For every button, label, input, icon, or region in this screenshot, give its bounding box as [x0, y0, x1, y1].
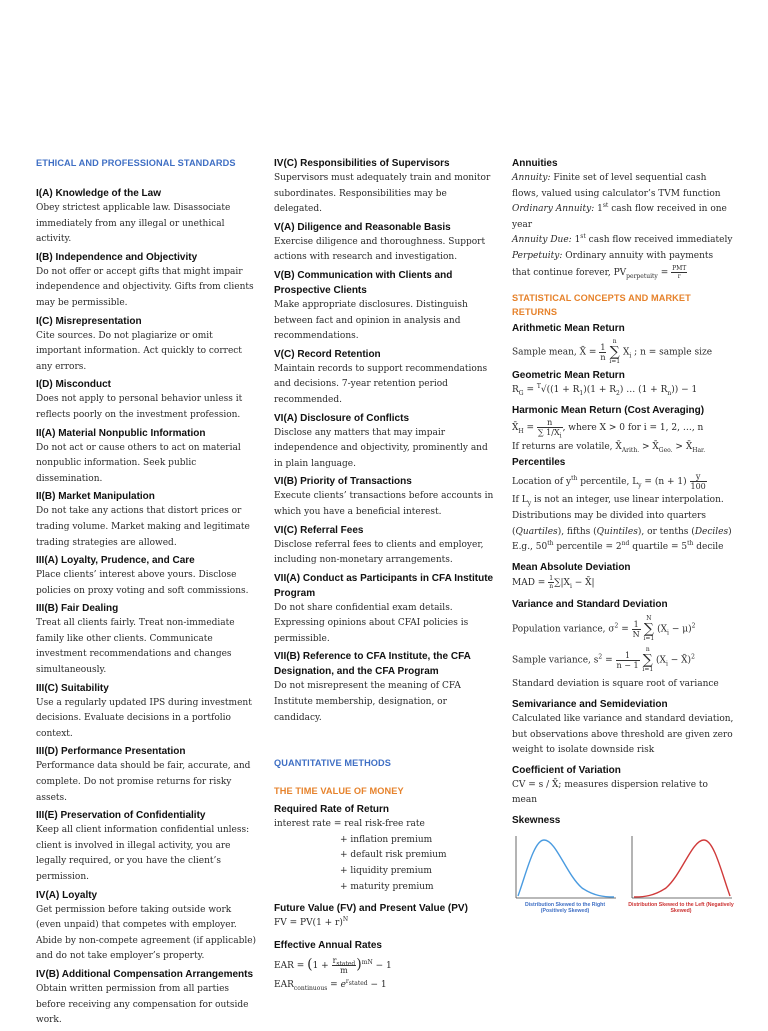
- mad-formula: MAD = $\frac{1}{n}$ $\sum|X_i$ − X̄|: [512, 574, 595, 590]
- standard-text: Disclose any matters that may impair independence and objectivity, prominently and in plain language.: [274, 427, 488, 469]
- standard-text: Supervisors must adequately train and monitor subordinates. Responsibilities may be delegated.: [274, 173, 491, 215]
- section-heading-ethics: ETHICAL AND PROFESSIONAL STANDARDS: [36, 158, 236, 168]
- standard-text: Obey strictest applicable law. Disassociate immediately from any illegal or unethical activity.: [36, 203, 231, 245]
- semivariance-heading: Semivariance and Semideviation: [512, 698, 668, 710]
- standard-heading: I(A) Knowledge of the Law: [36, 188, 161, 199]
- percentile-notes: If $L_y$ is not an integer, use linear interpolation. Distributions may be divided into quarters (Quartiles), fifths (Quintiles), or tenths (Deciles): [512, 495, 732, 537]
- standard-heading: V(C) Record Retention: [274, 348, 381, 360]
- standard-text: Keep all client information confidential unless: client is involved in illegal activity, you are legally required, or you have the client’s permission.: [36, 825, 250, 882]
- standard-heading: VI(A) Disclosure of Conflicts: [274, 412, 410, 424]
- percentiles-heading: Percentiles: [512, 457, 566, 469]
- standard-text: Execute clients’ transactions before accounts in which you have a beneficial interest.: [274, 491, 494, 517]
- skewness-figures: [512, 834, 734, 915]
- standard-text: Maintain records to support recommendations and decisions. 7-year retention period recommended.: [274, 363, 488, 405]
- premium-item: + maturity premium: [340, 881, 434, 892]
- standard-heading: V(A) Diligence and Reasonable Basis: [274, 221, 451, 233]
- standard-heading: IV(C) Responsibilities of Supervisors: [274, 158, 450, 169]
- standard-text: Use a regularly updated IPS during investment decisions. Evaluate decisions in a portfolio context.: [36, 697, 252, 739]
- standard-text: Treat all clients fairly. Treat non-immediate family like other clients. Communicate investment recommendations and changes simultaneously.: [36, 618, 235, 676]
- ear-formula: EAR = (1 + $\frac{r_{stated}}{m}$ )$^{mN}$ − 1: [274, 955, 392, 975]
- right-skew-curve: [512, 834, 618, 902]
- annuities-heading: Annuities: [512, 158, 558, 169]
- standard-text: Do not offer or accept gifts that might impair independence and objectivity. Gifts from clients may be permissible.: [36, 266, 254, 308]
- geometric-mean-heading: Geometric Mean Return: [512, 370, 625, 382]
- standard-heading: VI(B) Priority of Transactions: [274, 476, 412, 488]
- left-skew-figure: [628, 834, 734, 915]
- standard-heading: I(B) Independence and Objectivity: [36, 251, 198, 263]
- ear-continuous-formula: $EAR_{continuous} = e^{r_{stated}} - 1$: [274, 977, 387, 992]
- premium-item: + liquidity premium: [340, 866, 432, 877]
- section-heading-stats: STATISTICAL CONCEPTS AND MARKET RETURNS: [512, 293, 691, 318]
- standard-text: Does not apply to personal behavior unless it reflects poorly on the investment profession.: [36, 394, 243, 420]
- right-skew-caption: Distribution Skewed to the Right (Positively Skewed): [524, 901, 606, 915]
- skewness-heading: Skewness: [512, 814, 561, 826]
- standard-text: Place clients’ interest above yours. Disclose policies on proxy voting and soft commissions.: [36, 570, 249, 596]
- standard-heading: II(A) Material Nonpublic Information: [36, 427, 206, 439]
- standard-text: Exercise diligence and thoroughness. Support actions with research and investigation.: [274, 236, 486, 263]
- premium-item: + default risk premium: [340, 850, 447, 861]
- standard-heading: III(A) Loyalty, Prudence, and Care: [36, 555, 195, 567]
- variance-heading: Variance and Standard Deviation: [512, 599, 668, 611]
- left-skew-caption: Distribution Skewed to the Left (Negatively Skewed): [628, 901, 734, 915]
- standard-heading: VII(B) Reference to CFA Institute, the CFA Designation, and the CFA Program: [274, 651, 471, 678]
- cv-text: CV = s / X̄; measures dispersion relative to mean: [512, 779, 708, 806]
- section-heading-tvm: THE TIME VALUE OF MONEY: [274, 786, 404, 797]
- required-rate-heading: Required Rate of Return: [274, 804, 390, 816]
- arithmetic-mean-formula: Sample mean, X̄ = $\frac{1}{n}$ n ∑ i=1 $X_i$ ; n = sample size: [512, 338, 713, 366]
- ethics-standards-list: [36, 186, 258, 1031]
- perpetuity-def: Perpetuity: Ordinary annuity with payments that continue forever, $PV_{perpetuity}$ = $\frac{\text{PMT}}{r}$: [512, 250, 714, 280]
- harmonic-mean-formula: $X̄_H$ = $\frac{n}{\sum 1/X_i}$ , where X > 0 for i = 1, 2, …, n: [512, 417, 704, 440]
- harmonic-mean-heading: Harmonic Mean Return (Cost Averaging): [512, 404, 705, 416]
- annuity-def: Annuity: Finite set of level sequential cash flows, valued using calculator’s TVM function: [512, 173, 721, 199]
- ear-heading: Effective Annual Rates: [274, 939, 382, 951]
- mad-heading: Mean Absolute Deviation: [512, 561, 631, 573]
- premium-list: [274, 833, 496, 895]
- standard-text: Do not take any actions that distort prices or trading volume. Market making and legitimate trading strategies are allowed.: [36, 506, 250, 548]
- population-variance-formula: Population variance, $\sigma^2$ = $\frac{1}{N}$ N ∑ i=1 $(X_i - \mu)^2$: [512, 615, 696, 643]
- standard-heading: III(E) Preservation of Confidentiality: [36, 810, 206, 822]
- cv-heading: Coefficient of Variation: [512, 764, 621, 776]
- premium-item: + inflation premium: [340, 834, 433, 845]
- column-standards-quant: [274, 156, 496, 993]
- standards-list-continued: [274, 156, 496, 728]
- percentile-example: E.g., 50th percentile = 2nd quartile = 5th decile: [512, 540, 724, 553]
- standard-text: Obtain written permission from all parties before receiving any compensation for outside work.: [36, 983, 249, 1026]
- standard-text: Get permission before taking outside work (even unpaid) that competes with employer. Abide by non-compete agreement (if applicable) and do not take employer’s property.: [36, 904, 257, 962]
- standard-text: Do not act or cause others to act on material nonpublic information. Seek public dissemination.: [36, 442, 241, 484]
- standard-heading: I(D) Misconduct: [36, 379, 111, 391]
- standard-text: Do not share confidential exam details. Expressing opinions about CFAI policies is permissible.: [274, 602, 469, 644]
- standard-text: Do not misrepresent the meaning of CFA Institute membership, designation, or candidacy.: [274, 681, 461, 723]
- volatility-note: If returns are volatile, $X̄_{Arith.}$ > $X̄_{Geo.}$ > $X̄_{Har.}$: [512, 441, 706, 454]
- left-skew-curve: [628, 834, 734, 902]
- ordinary-annuity-def: Ordinary Annuity: 1st cash flow received in one year: [512, 202, 727, 230]
- annuity-due-def: Annuity Due: 1st cash flow received immediately: [512, 233, 733, 246]
- standard-heading: III(D) Performance Presentation: [36, 746, 186, 758]
- standard-heading: VII(A) Conduct as Participants in CFA Institute Program: [274, 572, 494, 599]
- percentile-formula: Location of $y^{th}$ percentile, $L_y = (n + 1)$ $\frac{y}{100}$: [512, 472, 706, 492]
- standard-text: Performance data should be fair, accurate, and complete. Do not promise returns for risky assets.: [36, 761, 251, 803]
- standard-text: Cite sources. Do not plagiarize or omit important information. Act quickly to correct any errors.: [36, 330, 242, 372]
- standard-heading: II(B) Market Manipulation: [36, 491, 155, 503]
- semivariance-text: Calculated like variance and standard deviation, but observations above threshold are given zero weight to isolate downside risk: [512, 713, 734, 756]
- standard-heading: I(C) Misrepresentation: [36, 315, 142, 327]
- arithmetic-mean-heading: Arithmetic Mean Return: [512, 323, 625, 335]
- standard-heading: V(B) Communication with Clients and Prospective Clients: [274, 269, 453, 296]
- standard-heading: IV(A) Loyalty: [36, 889, 98, 901]
- column-ethics: [36, 156, 258, 1031]
- standard-text: Make appropriate disclosures. Distinguish between fact and opinion in analysis and recommendations.: [274, 299, 468, 342]
- section-heading-quant: QUANTITATIVE METHODS: [274, 758, 392, 769]
- required-rate-formula: interest rate = real risk-free rate: [274, 819, 425, 830]
- standard-text: Disclose referral fees to clients and employer, including non-monetary arrangements.: [274, 539, 484, 566]
- column-annuities-stats: [512, 156, 734, 915]
- fv-pv-heading: Future Value (FV) and Present Value (PV): [274, 903, 468, 915]
- geometric-mean-formula: $R_G = ^T√((1 + R_1)(1 + R_2)$ … $(1 + R_n)) - 1$: [512, 383, 698, 397]
- sample-variance-formula: Sample variance, $s^2$ = $\frac{1}{n - 1}$ n ∑ i=1 ($X_i$ − X̄)$^2$: [512, 646, 695, 674]
- standard-heading: III(B) Fair Dealing: [36, 603, 119, 615]
- sd-note: Standard deviation is square root of variance: [512, 679, 719, 690]
- fv-formula: FV = $PV(1 + r)^N$: [274, 916, 349, 929]
- standard-heading: IV(B) Additional Compensation Arrangements: [36, 968, 254, 980]
- standard-heading: III(C) Suitability: [36, 682, 109, 694]
- right-skew-figure: [512, 834, 618, 915]
- standard-heading: VI(C) Referral Fees: [274, 524, 364, 536]
